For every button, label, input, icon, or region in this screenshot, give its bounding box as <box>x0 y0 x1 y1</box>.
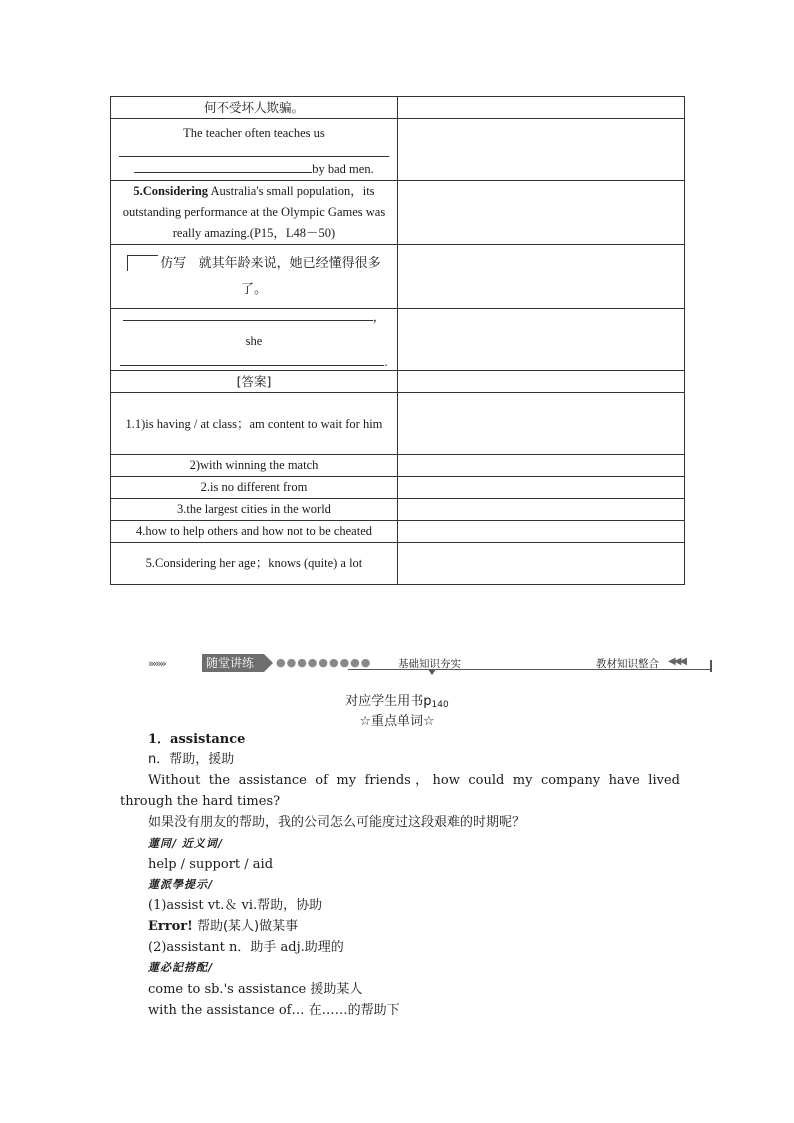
table-cell-empty <box>397 119 684 181</box>
student-book-ref <box>0 690 794 710</box>
answer-cell: 2.is no different from <box>111 477 398 499</box>
entry-title: 1．assistance <box>148 732 246 747</box>
cell-text: ， <box>372 310 386 324</box>
cell-line <box>117 354 391 370</box>
synonym-label: 蓮同/ 近义词/ <box>148 837 223 850</box>
section-banner <box>148 654 712 676</box>
table-row <box>111 97 685 119</box>
derivation-1: (1)assist vt.＆ vi.帮助，协助 <box>148 898 323 913</box>
triangles-left-icon: ◀◀◀ <box>668 656 686 667</box>
collocation-label: 蓮必記搭配/ <box>148 961 214 974</box>
table-row <box>111 371 685 393</box>
cell-text: by bad men. <box>312 161 374 176</box>
table-cell <box>111 245 398 309</box>
ref-text: 对应学生用书 <box>345 694 424 709</box>
cell-line <box>117 309 391 325</box>
table-cell <box>111 119 398 181</box>
table-row <box>111 543 685 585</box>
chevrons-right-icon: ››››››› <box>148 657 165 670</box>
answer-cell: 1.1)is having / at class；am content to wait for him <box>111 393 398 455</box>
derivation-2: (2)assistant n．助手 adj.助理的 <box>148 940 344 955</box>
banner-right-label: 教材知识整合 <box>596 658 659 670</box>
triangle-down-icon <box>428 669 436 675</box>
collocation-2: with the assistance of… 在……的帮助下 <box>148 1003 400 1018</box>
cell-text: Australia's small population，its outstanding performance at the Olympic Games was really amazing.(P15，L48－50) <box>122 184 386 240</box>
table-row <box>111 181 685 245</box>
imitation-label: 仿写 <box>160 255 187 271</box>
table-cell-empty <box>397 309 684 371</box>
answer-heading: [答案] <box>111 371 398 393</box>
table-row <box>111 393 685 455</box>
table-cell-empty <box>397 181 684 245</box>
table-row <box>111 309 685 371</box>
table-cell: 何不受坏人欺骗。 <box>111 97 398 119</box>
error-text: 帮助(某人)做某事 <box>192 919 299 934</box>
banner-endbar <box>710 660 712 672</box>
frame-icon <box>127 255 158 271</box>
table-cell-empty <box>397 543 684 585</box>
table-cell-empty <box>397 393 684 455</box>
cell-text: 就其年龄来说，她已经懂得很多了。 <box>198 255 381 297</box>
answer-cell: 4.how to help others and how not to be cheated <box>111 521 398 543</box>
cell-line <box>117 161 391 177</box>
table-row <box>111 455 685 477</box>
ref-page-number: 140 <box>431 700 449 710</box>
table-cell-empty <box>397 97 684 119</box>
banner-tag: 随堂讲练 <box>202 654 264 672</box>
table-cell-empty <box>397 521 684 543</box>
synonym-list: help / support / aid <box>148 857 274 872</box>
exercise-table <box>110 96 685 585</box>
table-row <box>111 245 685 309</box>
table-cell-empty <box>397 371 684 393</box>
error-word: Error! <box>148 919 193 934</box>
fill-blank-line <box>123 320 373 321</box>
cell-text: . <box>384 355 388 369</box>
cell-text: The teacher often teaches us <box>183 125 325 140</box>
answer-cell: 2)with winning the match <box>111 455 398 477</box>
table-row <box>111 499 685 521</box>
cell-text: she <box>245 334 263 348</box>
example-english: Without the assistance of my friends，how could my company have lived through the hard times? <box>120 773 680 809</box>
table-row <box>111 477 685 499</box>
banner-middle-label: 基础知识夯实 <box>398 658 461 670</box>
collocation-1: come to sb.'s assistance 援助某人 <box>148 982 363 997</box>
fill-blank-line <box>134 172 312 173</box>
entry-pos: n．帮助，援助 <box>148 752 235 767</box>
fill-blank-line <box>119 144 389 157</box>
error-line <box>148 917 298 937</box>
keyword: 5.Considering <box>133 184 209 198</box>
table-row <box>111 521 685 543</box>
derivation-label: 蓮派學提示/ <box>148 878 214 891</box>
fill-blank-line <box>120 365 384 366</box>
answer-cell: 3.the largest cities in the world <box>111 499 398 521</box>
table-cell-empty <box>397 499 684 521</box>
table-cell-empty <box>397 477 684 499</box>
table-cell-empty <box>397 455 684 477</box>
table-cell-empty <box>397 245 684 309</box>
answer-cell: 5.Considering her age；knows (quite) a lot <box>111 543 398 585</box>
table-cell <box>111 309 398 371</box>
ref-page: p <box>423 694 432 709</box>
table-cell <box>111 181 398 245</box>
example-chinese: 如果没有朋友的帮助，我的公司怎么可能度过这段艰难的时期呢？ <box>148 815 526 830</box>
section-heading: ☆重点单词☆ <box>359 714 435 729</box>
table-row <box>111 119 685 181</box>
dots-decoration: ●●●●●●●●● <box>276 656 372 669</box>
